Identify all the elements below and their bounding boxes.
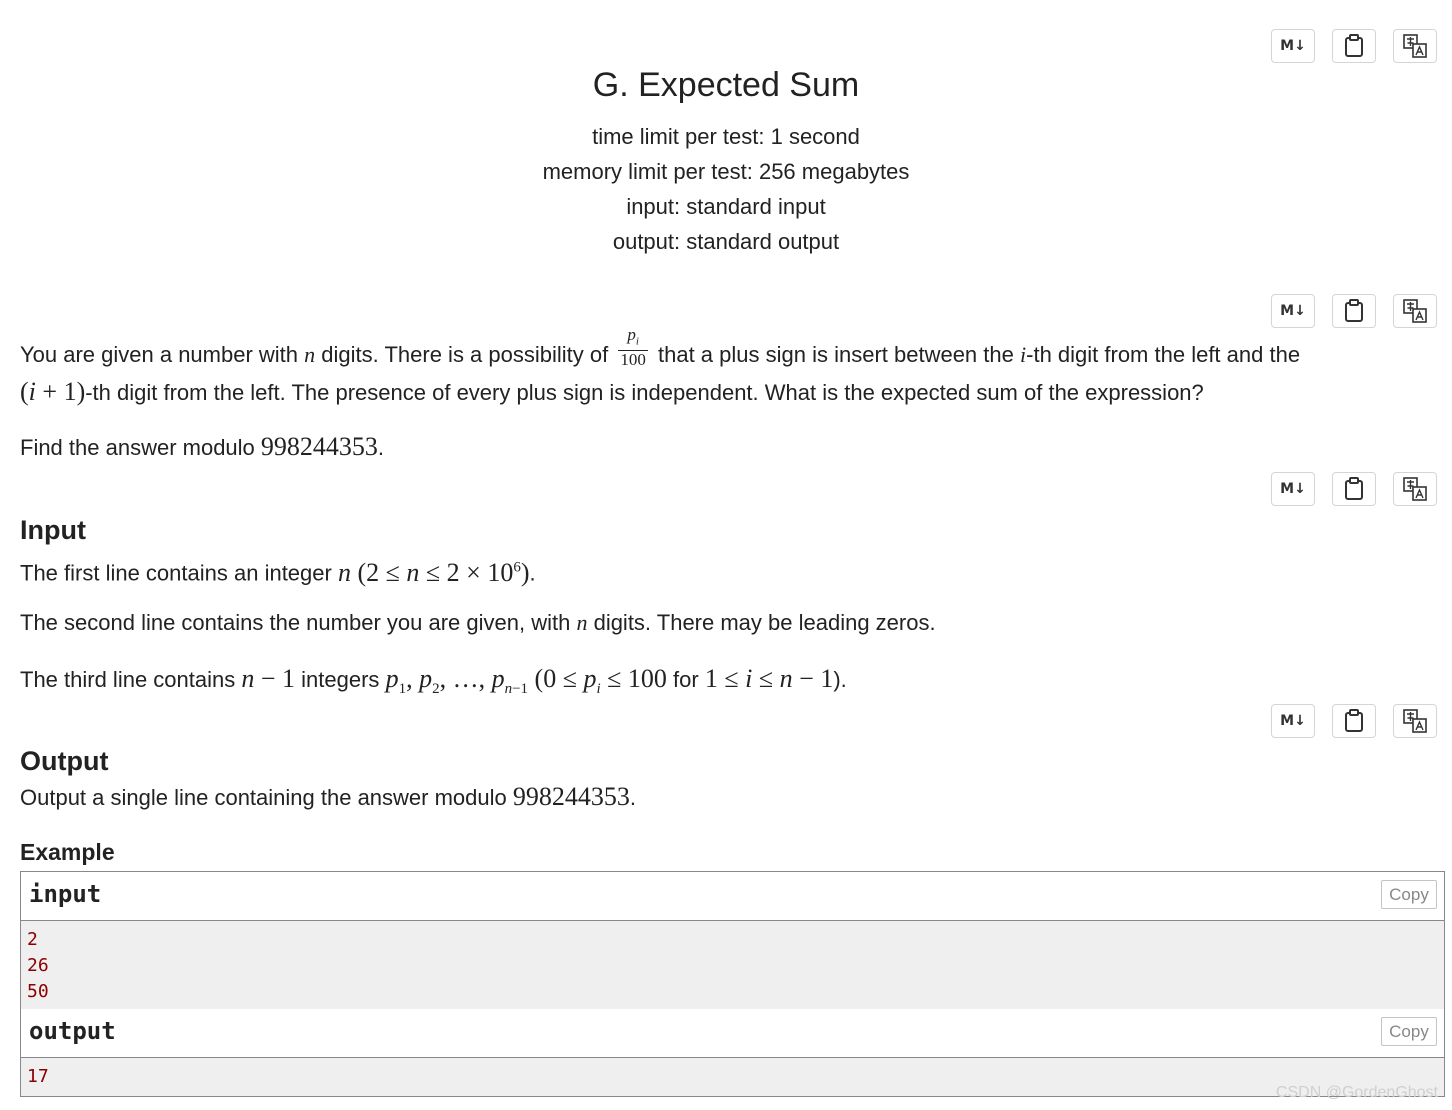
clipboard-icon	[1344, 709, 1364, 733]
markdown-button[interactable]: M↓	[1271, 704, 1315, 738]
markdown-button[interactable]: M↓	[1271, 29, 1315, 63]
math-i-plus-1: (i + 1)	[20, 377, 86, 406]
copy-input-button[interactable]: Copy	[1381, 880, 1437, 909]
toolbar-output	[1271, 704, 1437, 738]
input-spec: input: standard input	[626, 194, 826, 219]
sample-output-label: output	[29, 1017, 116, 1045]
input-line-2: The second line contains the number you are given, with n digits. There may be leading zeros.	[20, 610, 936, 635]
translate-icon	[1403, 34, 1427, 58]
watermark: CSDN @GordenGhost	[1275, 1084, 1438, 1101]
translate-button[interactable]	[1393, 704, 1437, 738]
translate-icon	[1403, 299, 1427, 323]
sample-input-body	[21, 921, 1444, 1011]
clipboard-button[interactable]	[1332, 29, 1376, 63]
sample-input-line: 2	[27, 929, 38, 950]
sample-output-body	[21, 1058, 1444, 1096]
clipboard-button[interactable]	[1332, 472, 1376, 506]
clipboard-icon	[1344, 34, 1364, 58]
input-line-1: The first line contains an integer n $(2 \le n \le 2 \times 10^6)$.	[20, 557, 536, 587]
output-spec: output: standard output	[612, 229, 840, 254]
copy-output-button[interactable]: Copy	[1381, 1017, 1437, 1046]
sample-output-line: 17	[27, 1066, 49, 1087]
time-limit: time limit per test: 1 second	[592, 124, 860, 149]
fraction-pi-100: $\frac{p_i}{100}$	[620, 324, 646, 370]
memory-limit: memory limit per test: 256 megabytes	[542, 159, 910, 184]
problem-limits	[0, 119, 1452, 259]
translate-button[interactable]	[1393, 294, 1437, 328]
output-heading: Output	[20, 746, 109, 776]
sample-output	[20, 1009, 1445, 1097]
translate-icon	[1403, 477, 1427, 501]
translate-button[interactable]	[1393, 29, 1437, 63]
sample-input-line: 26	[27, 955, 49, 976]
statement-line-2: (i + 1)-th digit from the left. The presence of every plus sign is independent. What is the expected sum of the expression?	[20, 377, 1204, 406]
example-heading: Example	[20, 839, 115, 865]
clipboard-icon	[1344, 299, 1364, 323]
sample-input-label: input	[29, 880, 102, 908]
markdown-button[interactable]: M↓	[1271, 294, 1315, 328]
statement-line-1: You are given a number with n digits. There is a possibility of $\frac{p_i}{100}$ that a plus sign is insert between the i-th digit from the left and the	[20, 324, 1301, 370]
toolbar-input	[1271, 472, 1437, 506]
sample-input	[20, 871, 1445, 1012]
translate-icon	[1403, 709, 1427, 733]
output-line: Output a single line containing the answer modulo 998244353.	[20, 782, 636, 811]
input-line-3: The third line contains n − 1 integers $p_1$, $p_2$, …, $p_{n-1}$ ($0 \le p_i \le 100$ for 1 ≤ i ≤ n − 1).	[20, 664, 847, 698]
problem-header	[0, 66, 1452, 259]
clipboard-button[interactable]	[1332, 704, 1376, 738]
sample-input-line: 50	[27, 981, 49, 1002]
translate-button[interactable]	[1393, 472, 1437, 506]
toolbar-header	[1271, 29, 1437, 63]
clipboard-button[interactable]	[1332, 294, 1376, 328]
problem-title: G. Expected Sum	[592, 66, 860, 104]
statement-modulo: Find the answer modulo 998244353.	[20, 432, 385, 461]
input-heading: Input	[20, 515, 86, 545]
clipboard-icon	[1344, 477, 1364, 501]
math-n: n	[304, 342, 316, 367]
toolbar-statement	[1271, 294, 1437, 328]
markdown-button[interactable]: M↓	[1271, 472, 1315, 506]
